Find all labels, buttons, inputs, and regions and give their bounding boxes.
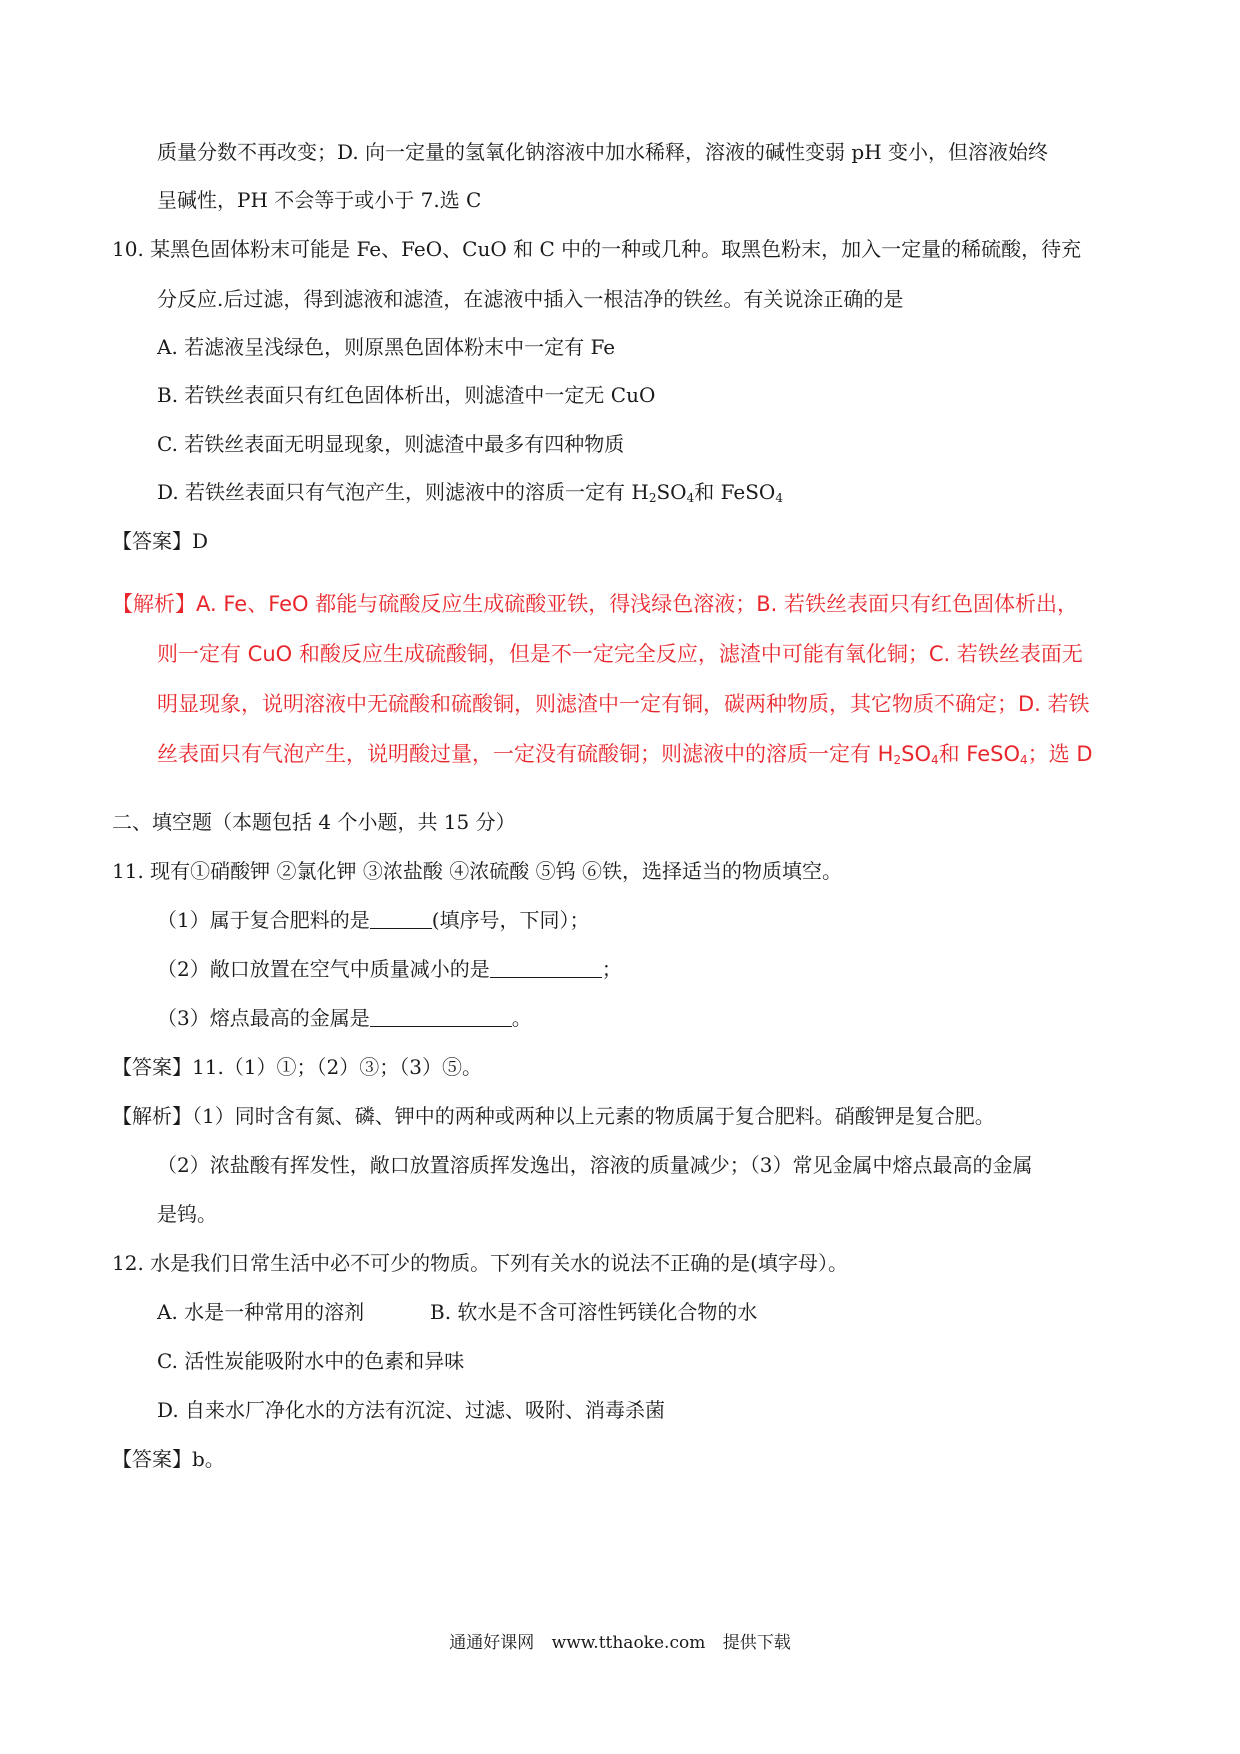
formula-part: ；选 D — [1027, 742, 1093, 766]
q11-part-1-text: （1）属于复合肥料的是 — [157, 908, 370, 932]
q11-answer: 【答案】11.（1）①；（2）③；（3）⑤。 — [112, 1055, 482, 1079]
q11-part-1 — [157, 906, 590, 934]
continuation-line-2: 呈碱性，PH 不会等于或小于 7.选 C — [157, 188, 482, 212]
footer-note: 提供下载 — [722, 1633, 791, 1653]
q12-option-a: A. 水是一种常用的溶剂 — [157, 1300, 365, 1324]
q11-stem: 11. 现有①硝酸钾 ②氯化钾 ③浓盐酸 ④浓硫酸 ⑤钨 ⑥铁，选择适当的物质填空。 — [112, 859, 842, 883]
subscript: 4 — [775, 491, 783, 505]
q10-explanation-text: 丝表面只有气泡产生，说明酸过量，一定没有硫酸铜；则滤液中的溶质一定有 H — [157, 742, 894, 766]
q11-part-3 — [157, 1004, 532, 1032]
page-footer — [0, 1628, 1240, 1653]
q10-stem-line-2: 分反应.后过滤，得到滤液和滤渣，在滤液中插入一根洁净的铁丝。有关说涂正确的是 — [157, 287, 904, 311]
continuation-line-1: 质量分数不再改变；D. 向一定量的氢氧化钠溶液中加水稀释，溶液的碱性变弱 pH 变小，但溶液始终 — [157, 140, 1048, 164]
q10-explanation-line-3: 明显现象，说明溶液中无硫酸和硫酸铜，则滤渣中一定有铜，碳两种物质，其它物质不确定；D. 若铁 — [157, 692, 1090, 716]
q11-part-1-tail: (填序号，下同）； — [431, 908, 590, 932]
formula-part: SO — [901, 742, 931, 766]
q11-part-3-text: （3）熔点最高的金属是 — [157, 1006, 370, 1030]
q11-part-2 — [157, 955, 622, 983]
q10-option-a: A. 若滤液呈浅绿色，则原黑色固体粉末中一定有 Fe — [157, 335, 616, 359]
q11-explanation-line-3: 是钨。 — [157, 1202, 217, 1226]
q10-explanation-line-4 — [157, 740, 1093, 768]
q11-part-2-tail: ； — [601, 957, 622, 981]
q10-explanation-line-2: 则一定有 CuO 和酸反应生成硫酸铜，但是不一定完全反应，滤渣中可能有氧化铜；C. 若铁丝表面无 — [157, 642, 1083, 666]
subscript: 2 — [893, 753, 902, 767]
subscript: 4 — [930, 753, 939, 767]
formula-part: 和 FeSO — [694, 480, 776, 504]
subscript: 4 — [1020, 753, 1028, 767]
formula-part: SO — [656, 480, 687, 504]
q12-answer: 【答案】b。 — [112, 1447, 225, 1471]
subscript: 2 — [648, 491, 657, 505]
q12-option-d: D. 自来水厂净化水的方法有沉淀、过滤、吸附、消毒杀菌 — [157, 1398, 666, 1422]
q12-stem: 12. 水是我们日常生活中必不可少的物质。下列有关水的说法不正确的是(填字母）。 — [112, 1251, 848, 1275]
footer-url: www.tthaoke.com — [551, 1633, 706, 1653]
q10-answer: 【答案】D — [112, 529, 209, 553]
q10-option-d — [157, 478, 783, 506]
q11-explanation-line-1: 【解析】（1）同时含有氮、磷、钾中的两种或两种以上元素的物质属于复合肥料。硝酸钾是复合肥。 — [112, 1104, 995, 1128]
q10-stem-line-1: 10. 某黑色固体粉末可能是 Fe、FeO、CuO 和 C 中的一种或几种。取黑色粉末，加入一定量的稀硫酸，待充 — [112, 237, 1082, 261]
answer-blank — [490, 957, 602, 978]
q10-option-c: C. 若铁丝表面无明显现象，则滤渣中最多有四种物质 — [157, 432, 625, 456]
q10-option-b: B. 若铁丝表面只有红色固体析出，则滤渣中一定无 CuO — [157, 383, 656, 407]
section-heading: 二、填空题（本题包括 4 个小题，共 15 分） — [112, 810, 516, 834]
q11-part-2-text: （2）敞口放置在空气中质量减小的是 — [157, 957, 490, 981]
answer-blank — [370, 908, 432, 929]
answer-blank — [370, 1006, 512, 1027]
q11-part-3-tail: 。 — [511, 1006, 532, 1030]
subscript: 4 — [686, 491, 695, 505]
footer-site-name: 通通好课网 — [449, 1633, 535, 1653]
q12-option-b: B. 软水是不含可溶性钙镁化合物的水 — [430, 1300, 758, 1324]
q10-explanation-line-1: 【解析】A. Fe、FeO 都能与硫酸反应生成硫酸亚铁，得浅绿色溶液；B. 若铁丝表面只有红色固体析出， — [112, 592, 1079, 616]
q12-option-c: C. 活性炭能吸附水中的色素和异味 — [157, 1349, 465, 1373]
formula-part: 和 FeSO — [938, 742, 1020, 766]
q11-explanation-line-2: （2）浓盐酸有挥发性，敞口放置溶质挥发逸出，溶液的质量减少；（3）常见金属中熔点最高的金属 — [157, 1153, 1033, 1177]
q10-option-d-text: D. 若铁丝表面只有气泡产生，则滤液中的溶质一定有 H — [157, 480, 649, 504]
